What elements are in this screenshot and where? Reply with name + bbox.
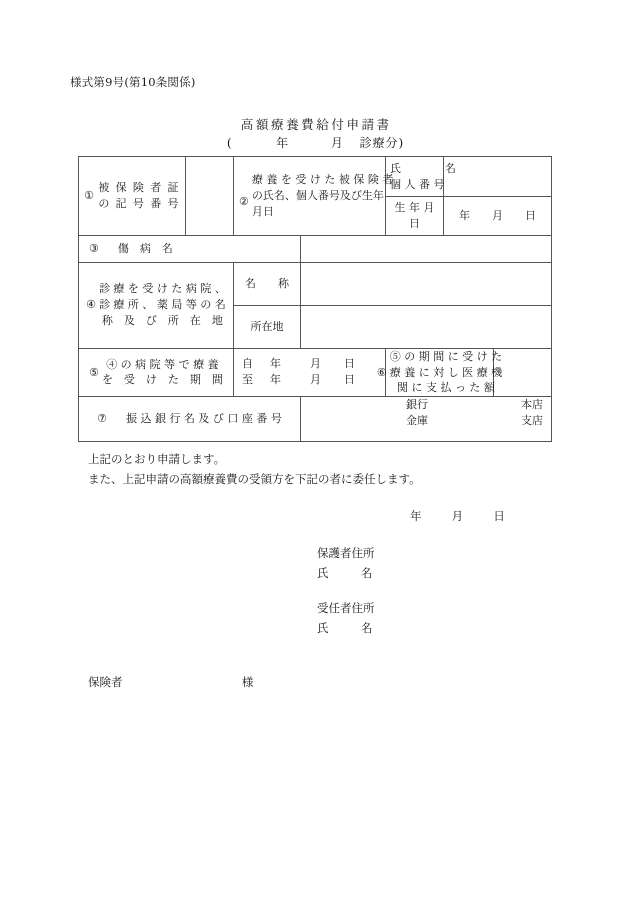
subtitle-month: 月: [330, 136, 344, 150]
submission-day: 日: [493, 509, 505, 523]
period-from-row: [242, 356, 377, 373]
insurer-label: 保険者: [88, 675, 123, 689]
item3-number: ③: [89, 241, 99, 255]
document-title: 高額療養費給付申請書: [240, 117, 392, 132]
item4-label-line1: 診 療 を 受 け た 病 院 、: [98, 282, 226, 296]
item2-label-line1: 療 養 を 受 け た 被 保 険 者: [251, 172, 394, 186]
cell-facility-name-label: [234, 262, 301, 305]
delegate-address-label: 受任者住所: [317, 601, 375, 615]
insurer-line: [88, 674, 253, 690]
item7-number: ⑦: [97, 412, 107, 426]
credit-union-label: 金庫: [406, 414, 428, 428]
branch-office-label: 支店: [521, 414, 543, 428]
guardian-name-suffix: 名: [361, 566, 373, 581]
cell-item3-label: [79, 235, 301, 262]
statement-line-2: また、上記申請の高額療養費の受領方を下記の者に委任します。: [88, 472, 421, 487]
bank-type-labels: [406, 397, 428, 429]
table-row-1: [79, 157, 552, 197]
birthdate-label: 生 年 月 日: [394, 200, 435, 230]
item6-label-line2: 療 養 に 対 し 医 療 機: [389, 365, 503, 379]
field-birthdate-value[interactable]: [444, 196, 552, 235]
birthdate-year: 年: [459, 208, 470, 222]
period-from-day: 日: [344, 356, 355, 370]
item4-label-line2: 診 療 所 、 薬 局 等 の 名: [98, 298, 226, 312]
cell-facility-address-label: [234, 305, 301, 348]
facility-address-label: 所在地: [250, 319, 284, 333]
delegate-name-prefix: 氏: [317, 621, 329, 636]
item2-label-line3: 月日: [251, 204, 274, 218]
guardian-signature-block: [317, 543, 375, 583]
insurer-honorific: 様: [241, 675, 254, 689]
application-table: [78, 156, 552, 442]
period-to-month: 月: [310, 373, 321, 387]
delegate-signature-block: [317, 598, 375, 638]
guardian-name-label: [317, 563, 373, 583]
field-item1-value[interactable]: [186, 157, 234, 236]
period-from-mark: 自: [242, 356, 253, 370]
period-from-month: 月: [310, 356, 321, 370]
guardian-name-prefix: 氏: [317, 566, 329, 581]
item6-label-line1: ⑤ の 期 間 に 受 け た: [389, 349, 503, 363]
item1-label-line1: 被 保 険 者 証: [98, 180, 180, 194]
delegate-name-suffix: 名: [361, 621, 373, 636]
item3-label: 傷 病 名: [117, 241, 173, 255]
item2-number: ②: [239, 195, 249, 209]
item1-number: ①: [84, 188, 94, 202]
birthdate-month: 月: [492, 208, 503, 222]
cell-item5-label: [79, 348, 234, 397]
branch-type-labels: [521, 397, 543, 429]
item6-label-line3: 関 に 支 払 っ た 額: [396, 381, 495, 395]
cell-birthdate-label: [386, 196, 444, 235]
item7-label: 振 込 銀 行 名 及 び 口 座 番 号: [125, 412, 282, 426]
submission-year: 年: [410, 509, 422, 523]
cell-item4-label: [79, 262, 234, 348]
submission-date-line[interactable]: [410, 508, 505, 524]
item2-label-line2: の氏名、個人番号及び生年: [251, 188, 384, 202]
field-facility-name-value[interactable]: [301, 262, 552, 305]
field-bank-value[interactable]: [301, 397, 552, 442]
submission-month: 月: [451, 509, 464, 523]
period-from-year: 年: [270, 356, 281, 370]
bank-label: 銀行: [406, 398, 428, 412]
table-row-4: [79, 262, 552, 305]
item4-label-line3: 称 及 び 所 在 地: [101, 314, 223, 328]
field-item3-value[interactable]: [301, 235, 552, 262]
field-name-value[interactable]: [444, 157, 552, 197]
field-facility-address-value[interactable]: [301, 305, 552, 348]
item4-number: ④: [86, 298, 96, 312]
table-row-3: [79, 235, 552, 262]
form-number: 様式第9号(第10条関係): [70, 75, 196, 89]
subtitle-paren-open: (: [226, 136, 233, 150]
period-to-mark: 至: [242, 373, 253, 387]
field-item5-period[interactable]: [234, 348, 386, 397]
cell-item2-label: [234, 157, 394, 236]
table-row-7: [79, 397, 552, 442]
item5-label-line2: を 受 け た 期 間: [101, 373, 223, 387]
item6-number: ⑥: [376, 365, 387, 379]
statement-line-1: 上記のとおり申請します。: [88, 452, 226, 466]
guardian-address-label: 保護者住所: [317, 546, 375, 560]
cell-item6-label: [376, 348, 503, 397]
field-item6-value[interactable]: [494, 348, 552, 397]
delegate-name-label: [317, 618, 373, 638]
statements-block: [88, 449, 421, 489]
cell-item7-label: [79, 397, 301, 442]
table-row-5: [79, 348, 552, 397]
cell-name-label: [386, 157, 456, 197]
personal-number-label: 個 人 番 号: [390, 177, 445, 191]
item1-label-line2: の 記 号 番 号: [98, 196, 180, 210]
birthdate-day: 日: [525, 208, 536, 222]
period-to-year: 年: [270, 373, 281, 387]
subtitle-tail: 診療分): [359, 136, 405, 150]
cell-item1-label: [79, 157, 186, 236]
item5-number: ⑤: [89, 365, 99, 379]
facility-name-label: 名 称: [245, 276, 289, 290]
period-to-day: 日: [344, 373, 355, 387]
name-label: 氏 名: [390, 162, 456, 175]
head-office-label: 本店: [521, 398, 543, 412]
document-subtitle: [0, 134, 630, 151]
subtitle-year: 年: [276, 136, 290, 150]
period-to-row: [242, 372, 377, 389]
item5-label-line1: ④ の 病 院 等 で 療 養: [106, 357, 219, 371]
